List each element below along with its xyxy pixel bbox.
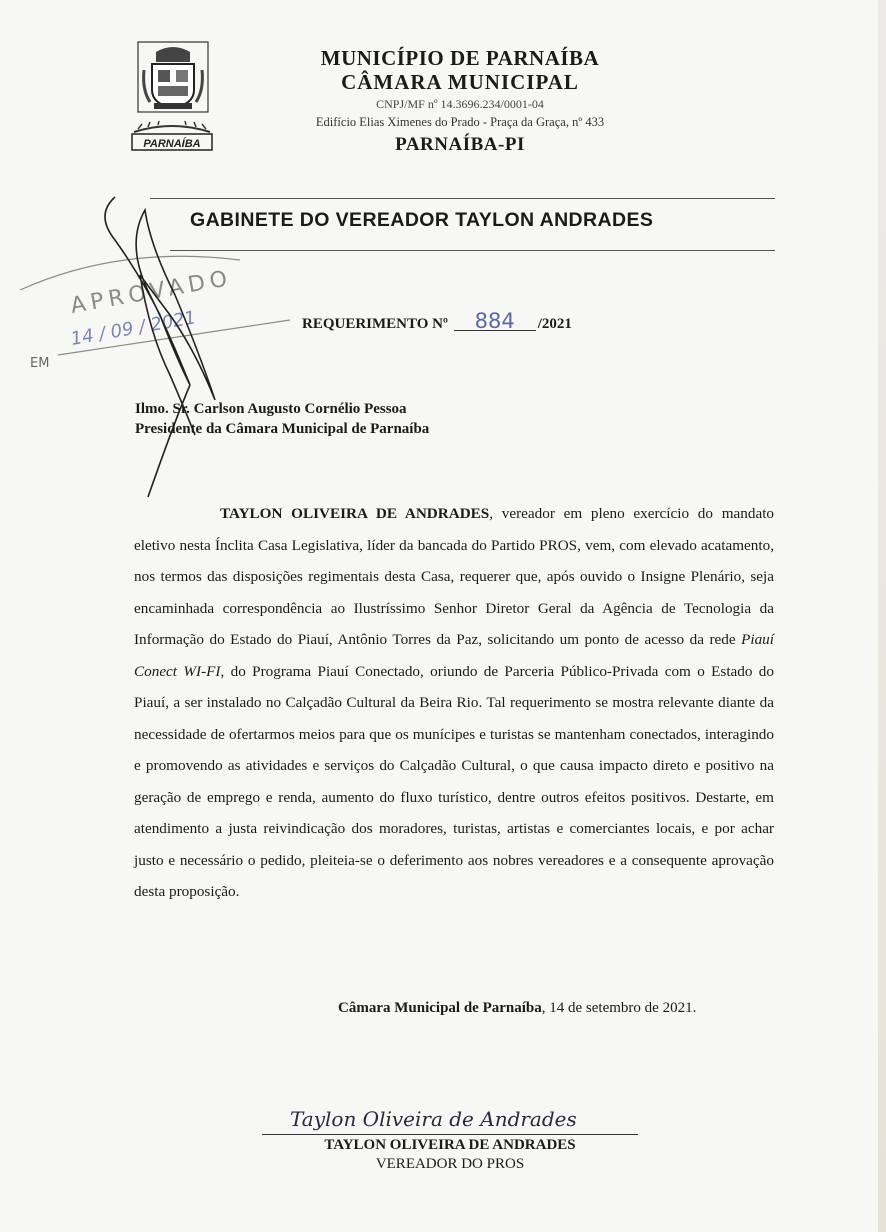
body-text-part1: , vereador em pleno exercício do mandato eletivo nesta Ínclita Casa Legislativa, líder da bancada do Partido PROS, vem, com elevado acatamento, nos termos das disposições regimentais desta Casa, requerer que, após ouvido o Insigne Plenário, seja encaminhada correspondência ao Ilustríssimo Senhor Diretor Geral da Agência de Tecnologia da Informação do Estado do Piauí, Antônio Torres da Paz, solicitando um ponto de acesso da rede xyxy=(134,505,775,648)
svg-text:EM: EM xyxy=(30,356,50,371)
signer-name: TAYLON OLIVEIRA DE ANDRADES xyxy=(324,1137,576,1153)
requerimento-line xyxy=(302,309,572,333)
signer-role: VEREADOR DO PROS xyxy=(375,1156,525,1172)
svg-text:PARNAÍBA: PARNAÍBA xyxy=(143,138,201,150)
municipio-heading: MUNICÍPIO DE PARNAÍBA xyxy=(320,46,600,70)
date-value: , 14 de setembro de 2021. xyxy=(541,1000,697,1016)
parnaiba-logo xyxy=(128,120,216,156)
date-place: Câmara Municipal de Parnaíba xyxy=(338,1000,542,1016)
date-line xyxy=(338,1000,696,1017)
handwritten-signature xyxy=(280,1100,610,1136)
approval-stamp xyxy=(0,185,320,515)
network-name: Piauí Conect WI-FI xyxy=(134,631,774,680)
requerimento-label: REQUERIMENTO Nº xyxy=(302,316,448,332)
addressee-name: Ilmo. Sr. Carlson Augusto Cornélio Pessoa xyxy=(135,401,407,417)
coat-of-arms-icon xyxy=(136,40,210,114)
camara-heading: CÂMARA MUNICIPAL xyxy=(341,70,579,94)
address-text: Edifício Elias Ximenes do Prado - Praça da Graça, nº 433 xyxy=(315,115,605,129)
body-paragraph xyxy=(134,498,774,908)
gabinete-title: GABINETE DO VEREADOR TAYLON ANDRADES xyxy=(190,209,654,231)
svg-text:14 / 09 / 2021: 14 / 09 / 2021 xyxy=(69,307,198,350)
body-text-part2: , do Programa Piauí Conectado, oriundo de Parceria Público-Privada com o Estado do Piauí, a ser instalado no Calçadão Cultural da Beira Rio. Tal requerimento se mostra relevante diante da necessidade de ofertarmos meios para que os munícipes e turistas se mantenham conectados, interagindo e promovendo as atividades e serviços do Calçadão Cultural, o que causa impacto direto e positivo na geração de emprego e renda, aumento do fluxo turístico, dentre outros efeitos positivos. Destarte, em atendimento a justa reivindicação dos moradores, turistas, artistas e comerciantes locais, e por achar justo e necessário o pedido, pleiteia-se o deferimento aos nobres vereadores e a consequente aprovação desta proposição. xyxy=(134,662,774,900)
svg-text:Taylon Oliveira de Andrades: Taylon Oliveira de Andrades xyxy=(290,1107,577,1131)
requerimento-year: /2021 xyxy=(537,316,572,332)
cnpj-text: CNPJ/MF nº 14.3696.234/0001-04 xyxy=(376,97,544,111)
svg-text:APROVADO: APROVADO xyxy=(68,265,235,319)
author-name: TAYLON OLIVEIRA DE ANDRADES xyxy=(220,505,490,522)
paper-edge xyxy=(878,0,886,1232)
addressee-title: Presidente da Câmara Municipal de Parnaíba xyxy=(135,421,430,437)
requerimento-number: 884 xyxy=(454,312,536,331)
city-heading: PARNAÍBA-PI xyxy=(395,134,525,155)
signature-line xyxy=(262,1134,638,1135)
